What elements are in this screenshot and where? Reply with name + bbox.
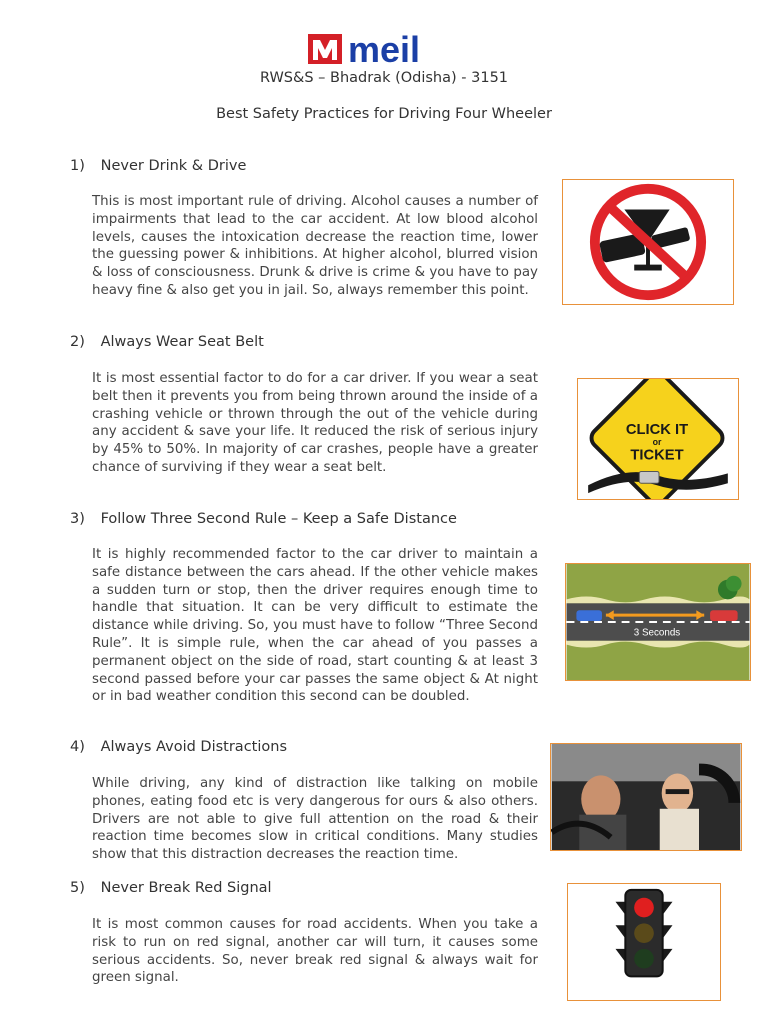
section-heading-1 (70, 158, 246, 174)
section-heading-3 (70, 511, 457, 527)
no-drink-driving-image (562, 179, 734, 305)
section-title: Always Wear Seat Belt (100, 334, 264, 350)
document-title: Best Safety Practices for Driving Four Wheeler (216, 106, 552, 122)
traffic-light-image (567, 883, 721, 1001)
three-second-rule-image (565, 563, 751, 681)
section-heading-2 (70, 334, 264, 350)
section-title: Always Avoid Distractions (100, 739, 287, 755)
distracted-drivers-image (550, 743, 742, 851)
section-number: 3) (70, 511, 85, 527)
section-body-2: It is most essential factor to do for a car driver. If you wear a seat belt then it prevents you from being thrown around the inside of a crashing vehicle or thrown through the out of the vehicle during any accident & save your life. It reduced the risk of serious injury by 45% to 50%. In majority of car crashes, people have a greater chance of surviving if they wear a seat belt. (92, 371, 538, 475)
sign-text-line-2: or (652, 436, 662, 447)
section-heading-4 (70, 739, 287, 755)
section-title: Follow Three Second Rule – Keep a Safe Distance (100, 511, 457, 527)
click-it-or-ticket-image (577, 378, 739, 500)
section-title: Never Break Red Signal (100, 880, 272, 896)
meil-logo (308, 30, 458, 68)
section-body-5: It is most common causes for road accidents. When you take a risk to run on red signal, another car will turn, it causes some serious accidents. So, never break red signal & always wait for green signal. (92, 917, 538, 986)
three-seconds-label: 3 Seconds (633, 627, 681, 639)
section-heading-5 (70, 880, 272, 896)
sign-text-line-3: TICKET (630, 447, 684, 464)
section-body-4: While driving, any kind of distraction like talking on mobile phones, eating food etc is very dangerous for ours & also others. Drivers are not able to give full attention on the road & their reaction time becomes slow in critical conditions. Many studies show that this distraction decreases the reaction time. (92, 776, 538, 863)
section-title: Never Drink & Drive (100, 158, 247, 174)
section-number: 1) (70, 158, 85, 174)
section-number: 5) (70, 880, 85, 896)
logo-wordmark: meil (348, 30, 421, 68)
section-number: 4) (70, 739, 85, 755)
document-subtitle: RWS&S – Bhadrak (Odisha) - 3151 (259, 70, 509, 86)
sign-text-line-1: CLICK IT (625, 422, 689, 439)
section-number: 2) (70, 334, 85, 350)
section-body-3: It is highly recommended factor to the car driver to maintain a safe distance between the cars ahead. If the other vehicle makes a sudden turn or stop, then the driver requires enough time to handle that situation. It can be very difficult to estimate the distance while driving. So, you must have to follow “Three Second Rule”. It is simple rule, when the car ahead of you passes a permanent object on the side of road, start counting & at least 3 second passed before your car passes the same object & At night or in bad weather condition this second can be doubled. (92, 547, 538, 705)
section-body-1: This is most important rule of driving. Alcohol causes a number of impairments that lead to the car accident. At low blood alcohol levels, causes the intoxication decrease the reaction time, lower the guessing power & inhibitions. At higher alcohol, blurred vision & loss of consciousness. Drunk & drive is crime & you have to pay heavy fine & also get you in jail. So, always remember this point. (92, 194, 538, 298)
